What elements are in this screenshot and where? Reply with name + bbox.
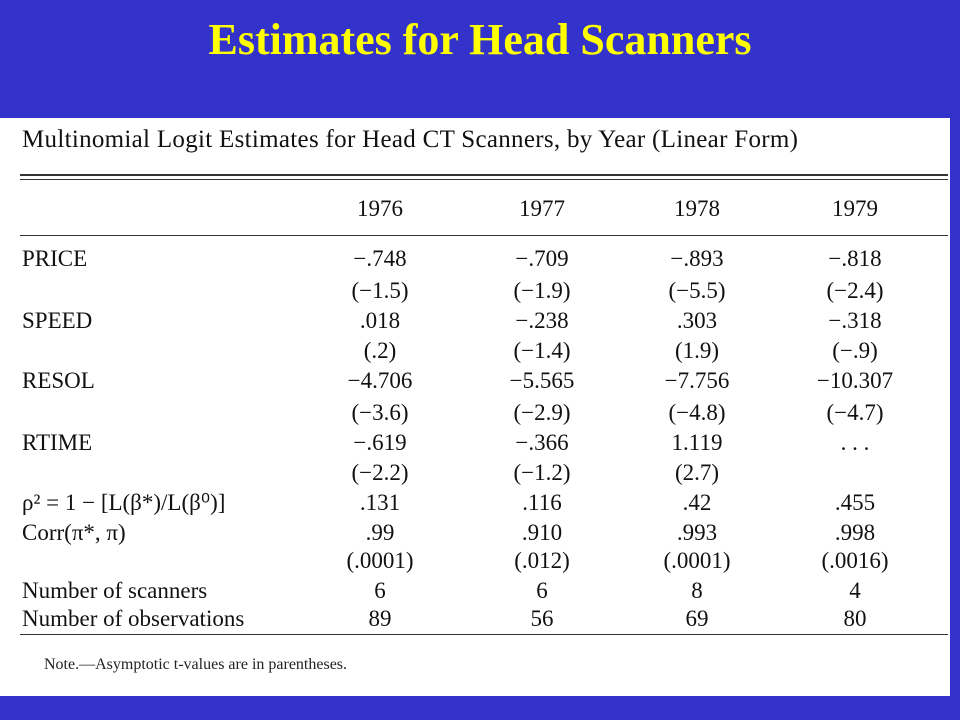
table-cell: 89 — [368, 606, 392, 631]
table-cell: (−2.9) — [513, 400, 571, 425]
table-cell: (−1.9) — [513, 278, 571, 303]
table-cell: (.0016) — [821, 548, 889, 573]
table-cell: (.2) — [363, 338, 397, 363]
table-cell: .131 — [359, 490, 401, 515]
table-cell: −7.756 — [664, 368, 730, 393]
table-cell: −.238 — [515, 308, 569, 333]
table-cell: −.818 — [828, 246, 882, 271]
table-cell: (−2.2) — [351, 460, 409, 485]
table-cell: (−1.2) — [513, 460, 571, 485]
table-cell: (−1.5) — [351, 278, 409, 303]
table-cell: .99 — [365, 520, 395, 545]
table-note: Note.—Asymptotic t-values are in parentheses. — [44, 656, 348, 673]
table-cell: (−4.8) — [668, 400, 726, 425]
row-label: SPEED — [22, 308, 93, 333]
table-cell: −4.706 — [347, 368, 413, 393]
table-top-rule-2 — [20, 179, 948, 180]
table-cell: (2.7) — [674, 460, 720, 485]
table-cell: .303 — [676, 308, 718, 333]
row-label: PRICE — [22, 246, 88, 271]
estimates-table — [0, 118, 950, 696]
table-cell: (−2.4) — [826, 278, 884, 303]
table-header-rule — [20, 235, 948, 236]
table-cell: (1.9) — [674, 338, 720, 363]
table-bottom-rule — [20, 634, 948, 635]
table-cell: 8 — [691, 578, 703, 603]
table-cell: (.0001) — [663, 548, 731, 573]
table-cell: −.893 — [670, 246, 724, 271]
table-cell: .993 — [676, 520, 718, 545]
column-header: 1976 — [357, 196, 403, 221]
table-cell: .42 — [682, 490, 712, 515]
column-header: 1977 — [519, 196, 565, 221]
row-label: RESOL — [22, 368, 95, 393]
table-cell: −.748 — [353, 246, 407, 271]
table-cell: −10.307 — [816, 368, 894, 393]
table-cell: .116 — [522, 490, 562, 515]
table-cell: .910 — [521, 520, 563, 545]
table-cell: (−5.5) — [668, 278, 726, 303]
table-cell: 6 — [536, 578, 548, 603]
bottom-bar — [0, 696, 960, 720]
table-cell: (.0001) — [346, 548, 414, 573]
table-cell: (−1.4) — [513, 338, 571, 363]
table-cell: (−3.6) — [351, 400, 409, 425]
table-cell: .998 — [834, 520, 876, 545]
table-cell: −5.565 — [509, 368, 575, 393]
table-cell: 1.119 — [671, 430, 723, 455]
table-cell: −.366 — [515, 430, 569, 455]
table-top-rule — [20, 174, 948, 176]
table-cell: 4 — [849, 578, 861, 603]
row-label: Number of observations — [22, 606, 245, 631]
table-cell: −.619 — [353, 430, 407, 455]
column-header: 1978 — [674, 196, 720, 221]
table-cell: 6 — [374, 578, 386, 603]
table-cell: .455 — [834, 490, 876, 515]
slide-title: Estimates for Head Scanners — [208, 15, 752, 64]
row-label: RTIME — [22, 430, 93, 455]
table-cell: (−4.7) — [826, 400, 884, 425]
table-cell: −.318 — [828, 308, 882, 333]
table-cell: 69 — [685, 606, 709, 631]
table-cell: (−.9) — [832, 338, 878, 363]
table-cell: (.012) — [514, 548, 570, 573]
row-label: Number of scanners — [22, 578, 208, 603]
column-header: 1979 — [832, 196, 878, 221]
table-cell: . . . — [840, 430, 870, 455]
table-cell: 80 — [843, 606, 867, 631]
row-label: Corr(π*, π) — [22, 520, 126, 545]
row-label: ρ² = 1 − [L(β*)/L(β⁰)] — [22, 490, 226, 515]
table-cell: −.709 — [515, 246, 569, 271]
table-title: Multinomial Logit Estimates for Head CT Scanners, by Year (Linear Form) — [22, 126, 799, 153]
table-cell: .018 — [359, 308, 401, 333]
table-cell: 56 — [530, 606, 554, 631]
